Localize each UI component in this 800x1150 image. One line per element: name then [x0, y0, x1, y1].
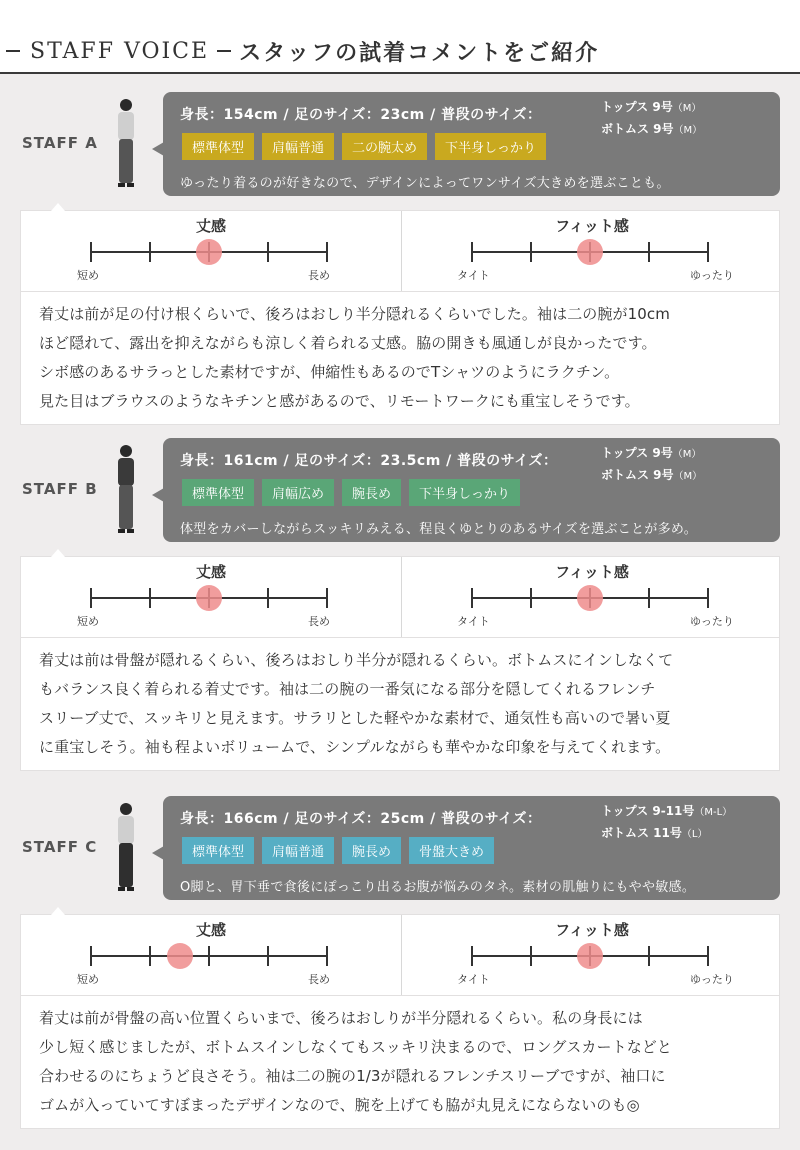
- fit-scale-panel: [20, 210, 780, 292]
- fit-scale: [402, 915, 782, 995]
- size-bottoms-unit: （L）: [681, 829, 708, 840]
- body-type-tag: 下半身しっかり: [409, 479, 520, 506]
- scale-marker: [577, 239, 603, 265]
- comment-line: 見た目はブラウスのようなキチンと感があるので、リモートワークにも重宝しそうです。: [39, 392, 640, 410]
- scale-title: フィット感: [555, 563, 629, 581]
- scale-tick: [648, 946, 650, 966]
- body-type-tag: 標準体型: [182, 479, 254, 506]
- staff-comment: [20, 995, 780, 1129]
- body-type-tag: 下半身しっかり: [435, 133, 546, 160]
- header-title-jp: スタッフの試着コメントをご紹介: [239, 40, 600, 66]
- comment-line: シボ感のあるサラっとした素材ですが、伸縮性もあるのでTシャツのようにラクチン。: [39, 363, 620, 381]
- size-tops: トップス 9号: [601, 100, 673, 114]
- scale-left-label: 短め: [77, 615, 99, 628]
- body-type-tag: 肩幅広め: [262, 479, 334, 506]
- scale-tick: [471, 242, 473, 262]
- scale-tick: [267, 242, 269, 262]
- comment-line: ゴムが入っていてすぼまったデザインなので、腕を上げても脇が丸見えにならないのも◎: [39, 1096, 640, 1114]
- scale-tick: [707, 946, 709, 966]
- scale-tick: [471, 946, 473, 966]
- scale-right-label: ゆったり: [690, 615, 734, 628]
- fit-scale: [402, 211, 782, 291]
- scale-tick: [530, 588, 532, 608]
- comment-line: ほど隠れて、露出を抑えながらも涼しく着られる丈感。脇の開きも風通しが良かったです。: [39, 334, 657, 352]
- staff-photo-icon: [106, 97, 146, 197]
- scale-box-notch: [51, 907, 65, 915]
- scale-tick: [530, 946, 532, 966]
- scale-box-notch: [51, 203, 65, 211]
- size-tops-unit: （M）: [672, 103, 702, 114]
- profile-note: ゆったり着るのが好きなので、デザインによってワンサイズ大きめを選ぶことも。: [180, 176, 670, 191]
- body-type-tag: 骨盤大きめ: [409, 837, 494, 864]
- size-bottoms-unit: （M）: [673, 471, 703, 482]
- scale-left-label: タイト: [457, 269, 490, 282]
- scale-left-label: タイト: [457, 615, 490, 628]
- staff-figure: [106, 97, 146, 201]
- comment-line: 着丈は前が骨盤の高い位置くらいまで、後ろはおしりが半分隠れるくらい。私の身長には: [39, 1009, 643, 1027]
- scale-right-label: ゆったり: [690, 269, 734, 282]
- scale-tick: [648, 242, 650, 262]
- profile-note: O脚と、胃下垂で食後にぽっこり出るお腹が悩みのタネ。素材の肌触りにもやや敏感。: [180, 880, 696, 895]
- scale-marker: [196, 239, 222, 265]
- header-dash-mid: [217, 50, 231, 52]
- size-tops-unit: （M）: [672, 449, 702, 460]
- profile-note: 体型をカバーしながらスッキリみえる、程良くゆとりのあるサイズを選ぶことが多め。: [180, 522, 698, 537]
- comment-line: 着丈は前は骨盤が隠れるくらい、後ろはおしり半分が隠れるくらい。ボトムスにインしなくて: [39, 651, 674, 669]
- scale-marker: [577, 943, 603, 969]
- scale-marker: [196, 585, 222, 611]
- usual-size: [601, 801, 732, 845]
- profile-box: [163, 438, 780, 542]
- profile-pointer: [152, 142, 164, 156]
- scale-tick: [707, 588, 709, 608]
- staff-label: STAFF A: [22, 134, 98, 152]
- profile-measurements: 身長：154cm / 足のサイズ：23cm / 普段のサイズ：: [180, 107, 542, 123]
- body-type-tags: [182, 133, 546, 160]
- profile-measurements: 身長：166cm / 足のサイズ：25cm / 普段のサイズ：: [180, 811, 542, 827]
- body-type-tag: 二の腕太め: [342, 133, 427, 160]
- scale-tick: [90, 946, 92, 966]
- body-type-tag: 肩幅普通: [262, 837, 334, 864]
- header-title-en: STAFF VOICE: [30, 38, 210, 64]
- staff-figure: [106, 801, 146, 905]
- scale-marker: [577, 585, 603, 611]
- scale-left-label: 短め: [77, 269, 99, 282]
- comment-line: 合わせるのにちょうど良さそう。袖は二の腕の1/3が隠れるフレンチスリーブですが、袖口に: [39, 1067, 666, 1085]
- scale-tick: [149, 242, 151, 262]
- size-bottoms-unit: （M）: [673, 125, 703, 136]
- comment-line: スリーブ丈で、スッキリと見えます。サラリとした軽やかな素材で、通気性も高いので暑い夏: [39, 709, 671, 727]
- fit-scale-panel: [20, 914, 780, 996]
- scale-tick: [326, 588, 328, 608]
- usual-size: [601, 443, 702, 487]
- size-tops: トップス 9-11号: [601, 804, 695, 818]
- profile-box: [163, 92, 780, 196]
- scale-left-label: タイト: [457, 973, 490, 986]
- size-tops-unit: （M-L）: [694, 807, 733, 818]
- scale-tick: [149, 588, 151, 608]
- scale-box-notch: [51, 549, 65, 557]
- scale-tick: [149, 946, 151, 966]
- staff-photo-icon: [106, 801, 146, 901]
- staff-comment: [20, 637, 780, 771]
- staff-label: STAFF C: [22, 838, 98, 856]
- scale-tick: [267, 946, 269, 966]
- scale-title: 丈感: [195, 921, 226, 939]
- length-scale: [21, 915, 401, 995]
- usual-size: [601, 97, 702, 141]
- fit-scale-panel: [20, 556, 780, 638]
- size-bottoms: ボトムス 11号: [601, 826, 682, 840]
- body-type-tag: 標準体型: [182, 133, 254, 160]
- profile-measurements: 身長：161cm / 足のサイズ：23.5cm / 普段のサイズ：: [180, 453, 558, 469]
- scale-tick: [90, 242, 92, 262]
- scale-right-label: 長め: [308, 973, 330, 986]
- scale-tick: [208, 946, 210, 966]
- comment-line: 少し短く感じましたが、ボトムスインしなくてもスッキリ決まるので、ロングスカートなどと: [39, 1038, 673, 1056]
- scale-tick: [326, 946, 328, 966]
- page-header: [0, 0, 800, 78]
- body-type-tags: [182, 837, 494, 864]
- profile-pointer: [152, 846, 164, 860]
- scale-tick: [648, 588, 650, 608]
- body-type-tag: 腕長め: [342, 837, 401, 864]
- body-type-tag: 腕長め: [342, 479, 401, 506]
- length-scale: [21, 211, 401, 291]
- scale-tick: [267, 588, 269, 608]
- scale-right-label: 長め: [308, 269, 330, 282]
- scale-tick: [707, 242, 709, 262]
- scale-right-label: 長め: [308, 615, 330, 628]
- header-title: [0, 36, 800, 66]
- staff-comment: [20, 291, 780, 425]
- scale-title: フィット感: [555, 217, 629, 235]
- comment-line: もバランス良く着られる着丈です。袖は二の腕の一番気になる部分を隠してくれるフレンチ: [39, 680, 656, 698]
- staff-figure: [106, 443, 146, 547]
- staff-label: STAFF B: [22, 480, 98, 498]
- scale-right-label: ゆったり: [690, 973, 734, 986]
- size-bottoms: ボトムス 9号: [601, 468, 674, 482]
- staff-photo-icon: [106, 443, 146, 543]
- scale-tick: [530, 242, 532, 262]
- comment-line: 着丈は前が足の付け根くらいで、後ろはおしり半分隠れるくらいでした。袖は二の腕が10cm: [39, 305, 670, 323]
- scale-tick: [90, 588, 92, 608]
- size-tops: トップス 9号: [601, 446, 673, 460]
- scale-marker: [167, 943, 193, 969]
- scale-tick: [326, 242, 328, 262]
- comment-line: に重宝しそう。袖も程よいボリュームで、シンプルながらも華やかな印象を与えてくれます。: [39, 738, 671, 756]
- body-type-tag: 肩幅普通: [262, 133, 334, 160]
- scale-left-label: 短め: [77, 973, 99, 986]
- body-type-tags: [182, 479, 520, 506]
- scale-title: フィット感: [555, 921, 629, 939]
- header-dash-left: [6, 50, 20, 52]
- scale-title: 丈感: [195, 563, 226, 581]
- length-scale: [21, 557, 401, 637]
- scale-tick: [471, 588, 473, 608]
- profile-box: [163, 796, 780, 900]
- fit-scale: [402, 557, 782, 637]
- size-bottoms: ボトムス 9号: [601, 122, 674, 136]
- profile-pointer: [152, 488, 164, 502]
- body-type-tag: 標準体型: [182, 837, 254, 864]
- scale-title: 丈感: [195, 217, 226, 235]
